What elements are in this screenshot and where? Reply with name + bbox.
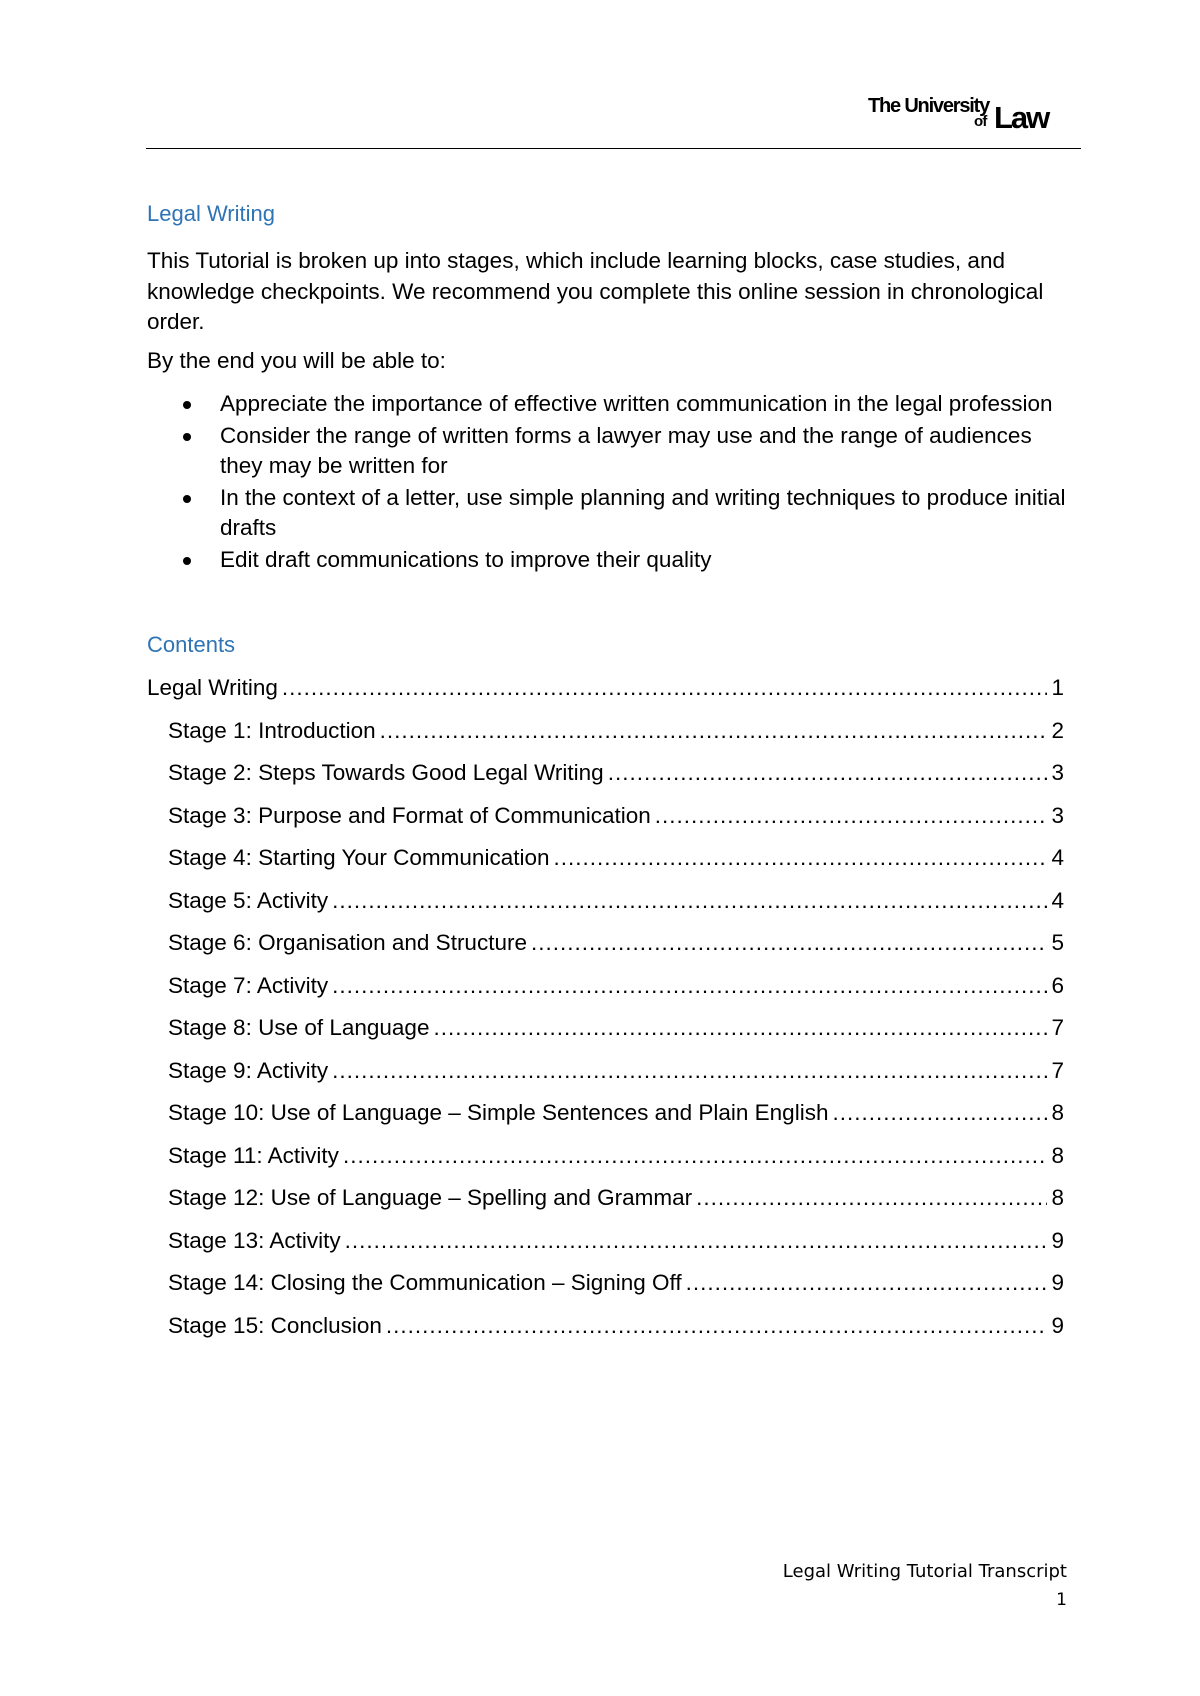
toc-label[interactable]: Stage 9: Activity <box>168 1057 329 1083</box>
toc-leader <box>433 1015 1047 1041</box>
toc-label[interactable]: Stage 15: Conclusion <box>168 1312 382 1338</box>
toc-label[interactable]: Stage 5: Activity <box>168 887 329 913</box>
toc-label[interactable]: Stage 2: Steps Towards Good Legal Writing <box>168 760 604 785</box>
toc-label[interactable]: Stage 8: Use of Language <box>168 1015 430 1040</box>
objective-text: In the context of a letter, use simple planning and writing techniques to produce initial drafts <box>220 484 1066 540</box>
toc-label[interactable]: Stage 14: Closing the Communication – Signing Off <box>168 1270 682 1295</box>
toc-label[interactable]: Legal Writing <box>147 675 278 700</box>
toc-entry[interactable] <box>147 760 1064 803</box>
toc-leader <box>282 675 1048 701</box>
logo-line-3: Law <box>994 100 1049 135</box>
toc-leader <box>553 845 1047 871</box>
toc-label[interactable]: Stage 13: Activity <box>168 1227 341 1253</box>
objective-text: Edit draft communications to improve their quality <box>220 546 712 572</box>
toc-entry[interactable] <box>147 1143 1064 1186</box>
toc-entry[interactable] <box>147 930 1064 973</box>
objective-text: Appreciate the importance of effective written communication in the legal profession <box>220 391 1053 416</box>
toc-label[interactable]: Stage 6: Organisation and Structure <box>168 930 527 955</box>
toc-page[interactable]: 2 <box>1051 717 1064 743</box>
toc-leader <box>608 760 1048 786</box>
toc-page[interactable]: 9 <box>1051 1312 1064 1338</box>
toc-entry[interactable] <box>147 675 1064 718</box>
toc-label[interactable]: Stage 7: Activity <box>168 972 329 998</box>
bullet-icon <box>183 495 191 503</box>
toc-page[interactable]: 8 <box>1051 1142 1064 1168</box>
objective-item <box>147 545 1067 576</box>
toc-entry[interactable] <box>147 1100 1064 1143</box>
toc-entry[interactable] <box>147 888 1064 931</box>
objectives-lead-in: By the end you will be able to: <box>147 348 446 373</box>
toc-leader <box>380 718 1048 744</box>
toc-page[interactable]: 4 <box>1051 887 1064 913</box>
toc-entry[interactable] <box>147 718 1064 761</box>
toc-page[interactable]: 3 <box>1051 760 1064 785</box>
toc-entry[interactable] <box>147 1185 1064 1228</box>
bullet-icon <box>183 401 191 409</box>
objective-item <box>147 389 1067 420</box>
toc-label[interactable]: Stage 12: Use of Language – Spelling and Grammar <box>168 1185 693 1210</box>
toc-page[interactable]: 7 <box>1051 1057 1064 1083</box>
footer-page-number: 1 <box>1056 1590 1067 1610</box>
toc-leader <box>345 1228 1048 1254</box>
toc-leader <box>386 1313 1048 1339</box>
toc-leader <box>655 803 1048 829</box>
footer-title: Legal Writing Tutorial Transcript <box>782 1561 1067 1582</box>
toc-page[interactable]: 1 <box>1051 675 1064 700</box>
toc-leader <box>343 1143 1048 1169</box>
toc-page[interactable]: 3 <box>1051 802 1064 828</box>
toc-page[interactable]: 4 <box>1051 845 1064 870</box>
logo-line-1: The University <box>868 95 990 117</box>
toc-label[interactable]: Stage 11: Activity <box>168 1142 339 1168</box>
logo-line-2: of <box>974 113 987 130</box>
toc-entry[interactable] <box>147 1270 1064 1313</box>
table-of-contents <box>147 675 1064 1355</box>
intro-paragraph: This Tutorial is broken up into stages, which include learning blocks, case studies, and knowledge checkpoints. We recommend you complete this online session in chronological order. <box>147 248 1044 334</box>
toc-label[interactable]: Stage 1: Introduction <box>168 717 376 743</box>
toc-leader <box>531 930 1048 956</box>
toc-page[interactable]: 9 <box>1051 1270 1064 1295</box>
toc-entry[interactable] <box>147 845 1064 888</box>
heading-contents: Contents <box>147 632 236 657</box>
toc-page[interactable]: 5 <box>1051 930 1064 955</box>
toc-label[interactable]: Stage 10: Use of Language – Simple Sentences and Plain English <box>168 1100 829 1125</box>
objective-item <box>147 421 1067 482</box>
toc-page[interactable]: 8 <box>1051 1185 1064 1210</box>
university-logo <box>868 95 1068 139</box>
toc-label[interactable]: Stage 4: Starting Your Communication <box>168 845 550 870</box>
toc-leader <box>332 973 1047 999</box>
toc-leader <box>696 1185 1047 1211</box>
toc-entry[interactable] <box>147 803 1064 846</box>
toc-label[interactable]: Stage 3: Purpose and Format of Communication <box>168 802 651 828</box>
toc-leader <box>332 1058 1047 1084</box>
toc-entry[interactable] <box>147 1228 1064 1271</box>
toc-leader <box>686 1270 1048 1296</box>
toc-leader <box>332 888 1047 914</box>
bullet-icon <box>183 433 191 441</box>
heading-legal-writing: Legal Writing <box>147 201 275 226</box>
bullet-icon <box>183 557 191 565</box>
toc-page[interactable]: 7 <box>1051 1015 1064 1040</box>
toc-entry[interactable] <box>147 1058 1064 1101</box>
objectives-list <box>147 389 1067 576</box>
toc-entry[interactable] <box>147 1015 1064 1058</box>
objective-text: Consider the range of written forms a lawyer may use and the range of audiences they may be written for <box>220 422 1032 478</box>
toc-page[interactable]: 8 <box>1051 1100 1064 1125</box>
toc-page[interactable]: 9 <box>1051 1227 1064 1253</box>
toc-leader <box>832 1100 1047 1126</box>
toc-entry[interactable] <box>147 973 1064 1016</box>
objective-item <box>147 483 1067 544</box>
toc-page[interactable]: 6 <box>1051 972 1064 998</box>
header-divider <box>146 148 1081 149</box>
toc-entry[interactable] <box>147 1313 1064 1356</box>
